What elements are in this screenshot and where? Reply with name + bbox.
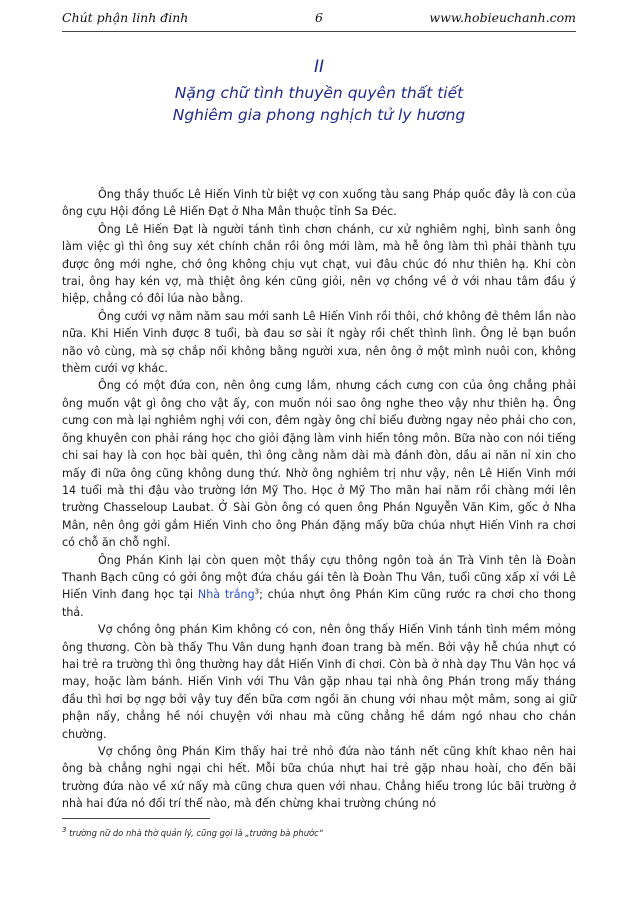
paragraph-text: ; chúa nhựt ông Phán Kim cũng rước ra chơi cho thong thả. [62, 588, 576, 619]
footnote [62, 828, 576, 838]
header-divider [62, 31, 576, 32]
chapter-heading [62, 56, 576, 126]
footnote-divider [62, 818, 210, 819]
footnote-number: 3 [62, 826, 67, 835]
body-text [62, 186, 576, 813]
paragraph: Vợ chồng ông Phán Kim thấy hai trẻ nhỏ đứa nào tánh nết cũng khít khao nên hai ông bà chẳng nghi ngại chi hết. Mỗi bữa chúa nhựt hai trẻ gặp nhau hoài, cho đến bãi trường đứa nào về xứ nấy mà cũng chưa quen với nhau. Chẳng hiểu trong lúc bãi trường ở nhà hai đứa nó đối trí thế nào, mà đến chừng khai trường chúng nó [62, 745, 576, 811]
footnote-link-nha-trang[interactable]: Nhà trắng [197, 588, 255, 602]
paragraph: Vợ chồng ông phán Kim không có con, nên ông thấy Hiến Vinh tánh tình mềm mỏng ông thương. Còn bà thấy Thu Vân dung hạnh đoan trang bà mến. Bởi vậy hễ chúa nhựt có hai trẻ ra trường thì ông thường hay dắt Hiến Vinh đi chơi. Còn bà ở nhà dạy Thu Vân học vá may, hoặc làm bánh. Hiến Vinh với Thu Vân gặp nhau tại nhà ông Phán trong mấy tháng đầu thì hơi bợ ngợ bởi vậy tuy đến bữa cơm ngồi ăn chung với nhau một mâm, song ai giữ phận nấy, chẳng hề nói chuyện với nhau mà cũng chẳng hề dám ngó nhau cho chán chường. [62, 623, 576, 741]
footnote-reference[interactable]: 3 [254, 587, 260, 596]
book-title: Chút phận linh đinh [62, 10, 189, 25]
paragraph-text: Ông Phán Kinh lại còn quen một thầy cựu thông ngôn toà án Trà Vinh tên là Đoàn Thanh Bạch cũng có gởi ông một đứa cháu gái tên là Đoàn Thu Vân, tuổi cũng xấp xỉ với Lê Hiến Vinh đang học tại [62, 553, 576, 602]
page-number: 6 [315, 10, 323, 25]
paragraph: Ông cưới vợ năm năm sau mới sanh Lê Hiến Vinh rồi thôi, chớ không đẻ thêm lần nào nữa. Khi Hiến Vinh được 8 tuổi, bà đau sơ sài ít ngày rồi chết thình lình. Ông lẻ bạn buồn não vô cùng, mà sợ chắp nối không bằng người xưa, nên ông ở một mình nuôi con, không thèm cưới vợ khác. [62, 309, 576, 376]
paragraph: Ông Lê Hiến Đạt là người tánh tình chơn chánh, cư xử nghiêm nghị, bình sanh ông làm việc gì thì ông suy xét chính chắn rồi ông mới làm, mà hễ ông làm thì phải thành tựu được ông mới nghe, chớ ông không chịu vụt chạt, vui đâu chúc đó như thiên hạ. Khi còn trai, ông hay kén vợ, mà thiệt ông kén cũng giỏi, nên vợ chồng về ở với nhau tâm đầu ý hiệp, chẳng có đôi lúa nào bằng. [62, 222, 576, 306]
chapter-title-line-1: Nặng chữ tình thuyền quyên thất tiết [174, 84, 464, 102]
paragraph: Ông có một đứa con, nên ông cưng lắm, nhưng cách cưng con của ông chẳng phải ông muốn vật gì ông cho vật ấy, con muốn nói sao ông nghe theo vậy như thiên hạ. Ông cưng con mà lại nghiêm nghị với con, đêm ngày ông chỉ biểu đường ngay nẻo phải cho con, ông khuyên con phải ráng học cho giỏi đặng làm vinh hiển tông môn. Bữa nào con nói tiếng chi sai hay là con học bài quên, thì ông cằng nằm dài mà đánh đòn, dầu ai năn nỉ xin cho mấy đi nữa ông cũng không dung thứ. Nhờ ông nghiêm trị như vậy, nên Lê Hiến Vinh mới 14 tuổi mà thi đậu vào trường lớn Mỹ Tho. Học ở Mỹ Tho mãn hai năm rồi chàng mới lên trường Chasseloup Laubat. Ở Sài Gòn ông có quen ông Phán Nguyễn Văn Kim, gốc ở Nha Mân, nên ông gởi gắm Hiến Vinh cho ông Phán đặng mấy bữa chúa nhựt Hiến Vinh ra chơi có chỗ ăn chỗ nghỉ. [62, 379, 576, 550]
running-header [62, 10, 576, 30]
footnote-text: trường nữ do nhà thờ quản lý, cũng gọi là „trường bà phước“ [69, 828, 324, 838]
paragraph [62, 552, 576, 622]
website-url: www.hobieuchanh.com [429, 10, 576, 25]
chapter-number: II [313, 57, 325, 77]
paragraph: Ông thầy thuốc Lê Hiến Vinh từ biệt vợ con xuống tàu sang Pháp quốc đây là con của ông cựu Hội đồng Lê Hiến Đạt ở Nha Mân thuộc tỉnh Sa Đéc. [62, 188, 576, 219]
chapter-title-line-2: Nghiêm gia phong nghịch tử ly hương [172, 106, 466, 124]
